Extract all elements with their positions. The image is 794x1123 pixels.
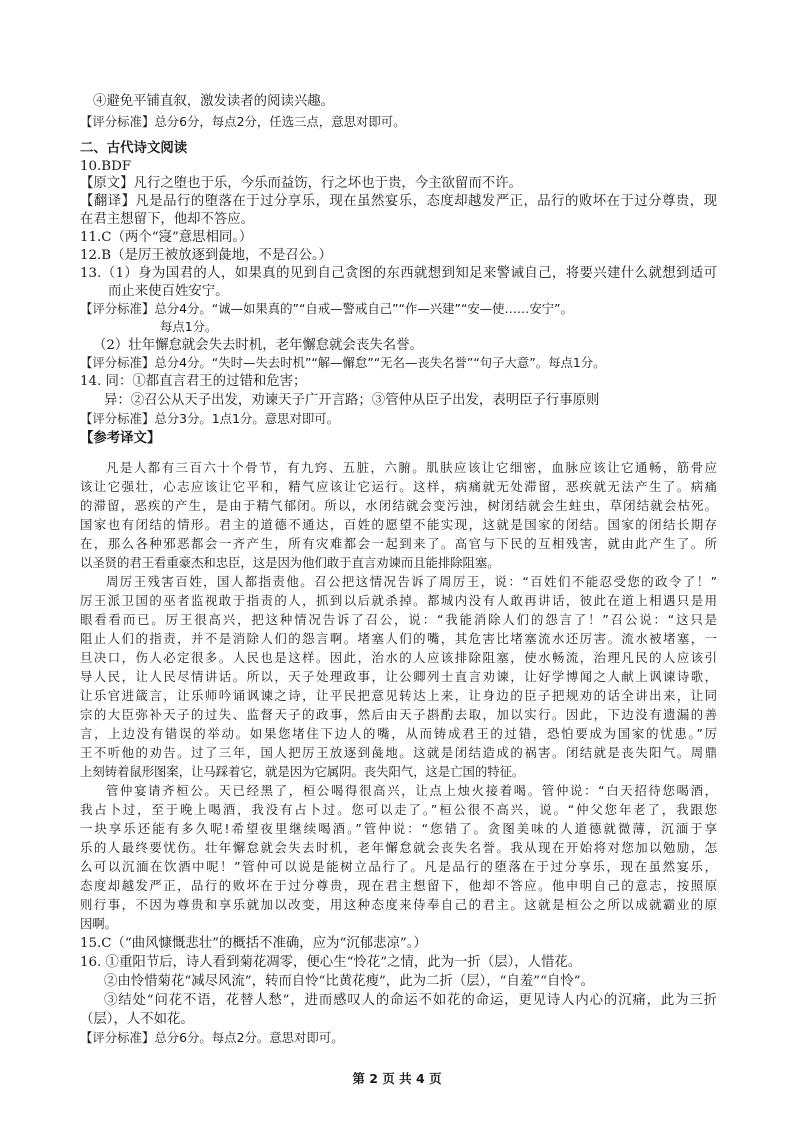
reference-line: 眼看看而已。厉王很高兴，把这种情况告诉了召公，说：“我能消除人们的怨言了！”召公说：“这只是 — [80, 612, 717, 627]
reference-line: 乐的人最终要忧伤。壮年懈怠就会失去时机，老年懈怠就会丧失名誉。我从现在开始将对您加以勉励，怎 — [80, 840, 717, 855]
original-text-10: 【原文】凡行之堕也于乐，今乐而益饬，行之坏也于贵，今主欲留而不许。 — [80, 176, 522, 191]
score-standard-16: 【评分标准】总分6分。每点2分。意思对即可。 — [80, 1030, 344, 1045]
answer-13-part-1-line-2: 而止来使百姓安宁。 — [108, 284, 229, 299]
answer-9-point-4: ④避免平铺直叙，激发读者的阅读兴趣。 — [93, 94, 335, 109]
reference-line: 旦决口，伤人必定很多。人民也是这样。因此，治水的人应该排除阻塞，使水畅流，治理凡民的人应该引 — [80, 650, 717, 665]
answer-16-line-3: ③结处“问花不语，花替人愁”，进而感叹人的命运不如花的命运，更见诗人内心的沉痛，此为三折 — [104, 993, 717, 1008]
score-standard-9: 【评分标准】总分6分，每点2分，任选三点，意思对即可。 — [80, 114, 406, 129]
reference-line: 我占卜过，至于晚上喝酒，我没有占卜过。您可以走了。”桓公很不高兴，说。“仲父您年老了，我跟您 — [80, 802, 717, 817]
section-title: 二、古代诗文阅读 — [80, 140, 188, 156]
reference-line: 导人民，让人民尽情讲话。所以，天子处理政事，让公卿列士直言劝谏，让好学博闻之人献上讽谏诗歌， — [80, 669, 717, 684]
reference-line: 国家也有闭结的情形。君主的道德不通达，百姓的愿望不能实现，这就是国家的闭结。国家的闭结长期存 — [80, 517, 717, 532]
answer-10: 10.BDF — [80, 159, 132, 174]
answer-13-part-2: （2）壮年懈怠就会失去时机，老年懈怠就会丧失名誉。 — [93, 338, 423, 353]
reference-line: 宗的大臣弥补天子的过失、监督天子的政事，然后由天子斟酌去取，加以实行。因此，下边没有遗漏的善 — [80, 707, 717, 722]
reference-line: 管仲宴请齐桓公。天已经黑了，桓公喝得很高兴，让点上烛火接着喝。管仲说：“白天招待您喝酒， — [106, 783, 717, 798]
reference-line: 厉王派卫国的巫者监视敢于指责的人，抓到以后就杀掉。都城内没有人敢再讲话，彼此在道上相遇只是用 — [80, 593, 717, 608]
score-standard-13-2: 【评分标准】总分4分。“失时—失去时机”“解—懈怠”“无名—丧失名誉”“句子大意”。每点1分。 — [80, 355, 606, 370]
reference-line: 凡是人都有三百六十个骨节，有九窍、五脏，六腑。肌肤应该让它细密，血脉应该让它通畅，筋骨应 — [106, 460, 717, 475]
answer-16-line-2: ②由怜惜菊花“减尽风流”，转而自怜“比黄花瘦”，此为二折（层），“自羞”“自怜”。 — [104, 974, 594, 989]
score-standard-13-1-line-2: 每点1分。 — [160, 319, 218, 334]
reference-line: 让乐官进箴言，让乐师吟诵讽谏之诗，让平民把意见转达上来，让身边的臣子把规劝的话全讲出来，让同 — [80, 688, 717, 703]
reference-line: 么可以沉湎在饮酒中呢！”管仲可以说是能树立品行了。凡是品行的堕落在于过分享乐，现在虽然宴乐， — [80, 859, 717, 874]
answer-15: 15.C（“曲风慷慨悲壮”的概括不准确，应为“沉郁悲凉”。） — [80, 936, 427, 951]
reference-line: 因啊。 — [80, 916, 118, 931]
reference-line: 阻止人们的指责，并不是消除人们的怨言啊。堵塞人们的嘴，其危害比堵塞流水还厉害。流水被堵塞，一 — [80, 631, 717, 646]
answer-16-line-1: 16. ①重阳节后，诗人看到菊花凋零，便心生“怜花”之情，此为一折（层），人惜花。 — [80, 955, 582, 970]
answer-14-difference: 异：②召公从天子出发，劝谏天子广开言路；③管仲从臣子出发，表明臣子行事原则 — [104, 393, 600, 408]
reference-line: 则行事，不因为尊贵和享乐就加以改变，用这种态度来侍奉自己的君主。这就是桓公之所以成就霸业的原 — [80, 897, 717, 912]
reference-line: 以圣贤的君王看重豪杰和忠臣，这是因为他们敢于直言劝谏而且能排除阻塞。 — [80, 555, 500, 570]
answer-11: 11.C（两个“寖”意思相同。） — [80, 230, 253, 245]
reference-line: 王不听他的劝告。过了三年，国人把厉王放逐到彘地。这就是闭结造成的祸害。闭结就是丧失阳气。周鼎 — [80, 745, 717, 760]
reference-line: 上刻铸着鼠形图案，让马踩着它，就是因为它属阴。丧失阳气，这是亡国的特征。 — [80, 764, 525, 779]
reference-line: 周厉王残害百姓，国人都指责他。召公把这情况告诉了周厉王，说：“百姓们不能忍受您的政令了！” — [106, 574, 717, 589]
translation-10-line-2: 在君主想留下，他却不答应。 — [80, 212, 255, 227]
reference-translation-title: 【参考译文】 — [80, 430, 161, 446]
score-standard-13-1: 【评分标准】总分4分。“诚—如果真的”“自戒—警戒自己”“作—兴建”“安—使……安宁”。 — [80, 301, 573, 316]
translation-10-line-1: 【翻译】凡是品行的堕落在于过分享乐，现在虽然宴乐，态度却越发严正，品行的败坏在于过分尊贵，现 — [80, 194, 717, 209]
answer-12: 12.B（是厉王被放逐到彘地，不是召公。） — [80, 248, 333, 263]
score-standard-14: 【评分标准】总分3分。1点1分。意思对即可。 — [80, 411, 340, 426]
reference-line: 态度却越发严正，品行的败坏在于过分尊贵，现在君主想留下，他却不答应。他申明自己的意志，按照原 — [80, 878, 717, 893]
reference-line: 的滞留，恶疾的产生，是由于精气郁闭。所以，水闭结就会变污浊，树闭结就会生蛀虫，草闭结就会枯死。 — [80, 498, 717, 513]
page-number-footer: 第 2 页 共 4 页 — [352, 1071, 442, 1086]
reference-line: 言，上边没有错误的举动。如果您堵住下边人的嘴，从而铸成君王的过错，恐怕要成为国家的忧患。”厉 — [80, 726, 717, 741]
reference-line: 在，那么各种邪恶都会一齐产生，所有灾难都会一起到来了。高官与下民的互相残害，就由此产生了。所 — [80, 536, 717, 551]
answer-13-part-1-line-1: 13.（1）身为国君的人，如果真的见到自己贪图的东西就想到知足来警诫自己，将要兴建什么就想到适可 — [80, 266, 717, 281]
reference-line: 一块享乐还能有多久呢!希望夜里继续喝酒。”管仲说：“您错了。贪图美味的人道德就微薄，沉湎于享 — [80, 821, 717, 836]
answer-16-line-4: （层），人不如花。 — [80, 1012, 194, 1027]
answer-14-same: 14. 同：①都直言君王的过错和危害； — [80, 374, 307, 389]
reference-line: 该让它强壮，心志应该让它平和，精气应该让它运行。这样，病痛就无处滞留，恶疾就无法产生了。病痛 — [80, 479, 717, 494]
